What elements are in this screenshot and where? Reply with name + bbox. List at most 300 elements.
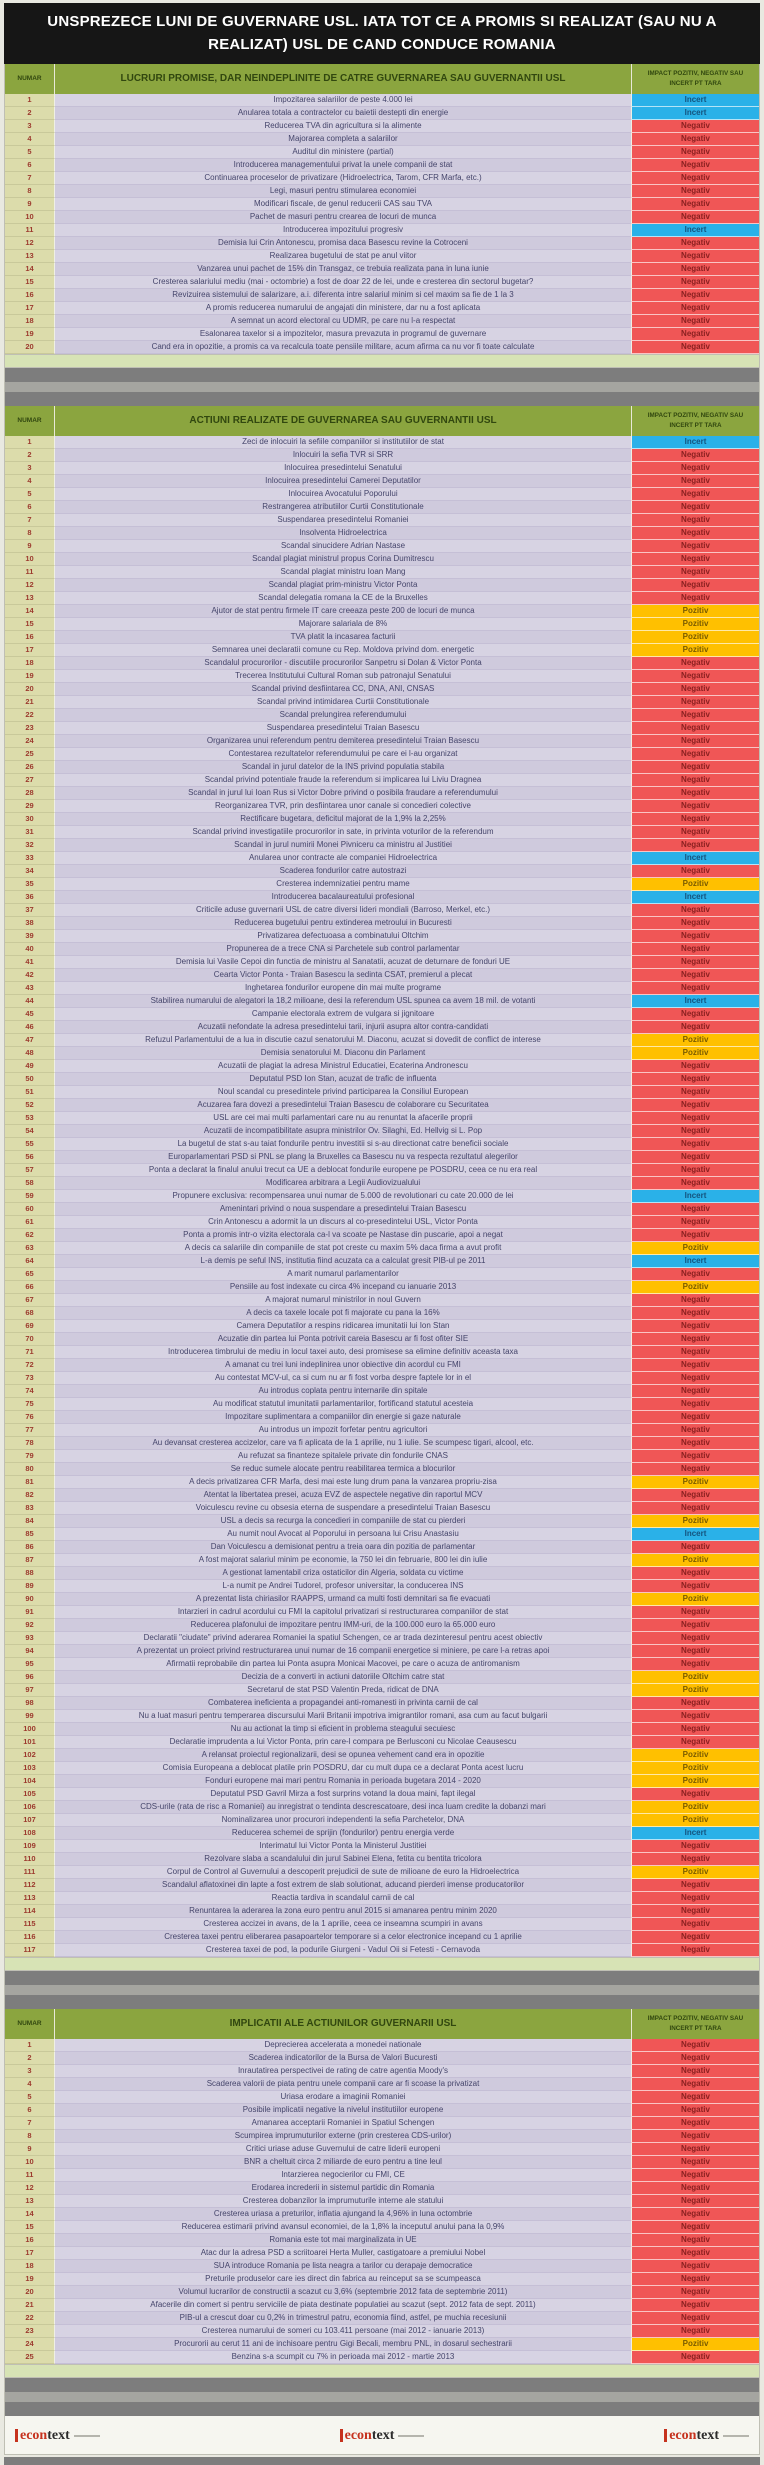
- impact-badge: Negativ: [631, 1138, 759, 1151]
- table-row: [5, 198, 759, 211]
- table-row: [5, 943, 759, 956]
- row-description: Organizarea unui referendum pentru demiterea presedintelui Traian Basescu: [55, 735, 631, 748]
- row-description: Cresterea salariului mediu (mai - octombrie) a fost de doar 22 de lei, unde e cresterea din sectorul bugetar?: [55, 276, 631, 289]
- row-description: Uriasa erodare a imaginii Romaniei: [55, 2091, 631, 2104]
- row-description: Au devansat cresterea accizelor, care va fi aplicata de la 1 aprilie, nu 1 iulie. Se scumpesc tigari, alcool, etc.: [55, 1437, 631, 1450]
- table-row: [5, 1385, 759, 1398]
- row-number: 39: [5, 930, 55, 943]
- row-number: 1: [5, 436, 55, 449]
- row-number: 30: [5, 813, 55, 826]
- impact-badge: Incert: [631, 107, 759, 120]
- row-description: A relansat proiectul regionalizarii, desi se opunea vehement cand era in opozitie: [55, 1749, 631, 1762]
- row-description: Europarlamentari PSD si PNL se plang la Bruxelles ca Basescu nu va respecta rezultatul alegerilor: [55, 1151, 631, 1164]
- impact-badge: Negativ: [631, 787, 759, 800]
- row-number: 112: [5, 1879, 55, 1892]
- row-number: 12: [5, 579, 55, 592]
- impact-badge: Negativ: [631, 449, 759, 462]
- row-description: A prezentat un proiect privind restructurarea unui numar de 16 companii energetice si miniere, pe care l-a retras apoi: [55, 1645, 631, 1658]
- row-description: Inrautatirea perspectivei de rating de catre agentia Moody's: [55, 2065, 631, 2078]
- row-description: Ajutor de stat pentru firmele IT care creeaza peste 200 de locuri de munca: [55, 605, 631, 618]
- row-description: Amanarea acceptarii Romaniei in Spatiul Schengen: [55, 2117, 631, 2130]
- table-row: [5, 670, 759, 683]
- row-number: 105: [5, 1788, 55, 1801]
- row-description: Decizia de a converti in actiuni datoriile Oltchim catre stat: [55, 1671, 631, 1684]
- row-description: Acuzarea fara dovezi a presedintelui Traian Basescu de colaborare cu Securitatea: [55, 1099, 631, 1112]
- table-row: [5, 878, 759, 891]
- row-description: Introducerea timbrului de mediu in locul taxei auto, desi promisese sa elimine definitiv aceasta taxa: [55, 1346, 631, 1359]
- table-row: [5, 1554, 759, 1567]
- impact-column-header: IMPACT POZITIV, NEGATIV SAU INCERT PT TARA: [631, 64, 759, 94]
- row-description: Camera Deputatilor a respins ridicarea imunitatii lui Ion Stan: [55, 1320, 631, 1333]
- row-number: 2: [5, 2052, 55, 2065]
- table-row: [5, 527, 759, 540]
- number-column-header: NUMAR: [5, 2009, 55, 2039]
- row-number: 93: [5, 1632, 55, 1645]
- impact-badge: Negativ: [631, 159, 759, 172]
- row-number: 7: [5, 514, 55, 527]
- impact-badge: Negativ: [631, 2351, 759, 2364]
- row-number: 47: [5, 1034, 55, 1047]
- row-number: 61: [5, 1216, 55, 1229]
- row-number: 1: [5, 94, 55, 107]
- table-row: [5, 618, 759, 631]
- table-row: [5, 1450, 759, 1463]
- row-number: 53: [5, 1112, 55, 1125]
- actions-table: [4, 406, 760, 1958]
- row-description: Reducerea TVA din agricultura si la alimente: [55, 120, 631, 133]
- impact-badge: Negativ: [631, 1294, 759, 1307]
- impact-badge: Negativ: [631, 748, 759, 761]
- section-title: LUCRURI PROMISE, DAR NEINDEPLINITE DE CATRE GUVERNAREA SAU GUVERNANTII USL: [120, 73, 566, 84]
- row-number: 51: [5, 1086, 55, 1099]
- row-number: 84: [5, 1515, 55, 1528]
- row-number: 22: [5, 2312, 55, 2325]
- row-number: 11: [5, 566, 55, 579]
- table-row: [5, 1567, 759, 1580]
- row-description: Revizuirea sistemului de salarizare, a.i. diferenta intre salariul minim si cel maxim sa fie de 1 la 3: [55, 289, 631, 302]
- row-number: 37: [5, 904, 55, 917]
- logo-dash-icon: [723, 2435, 749, 2437]
- table-row: [5, 1619, 759, 1632]
- row-description: Nominalizarea unor procurori independenti la sefia Parchetelor, DNA: [55, 1814, 631, 1827]
- impact-badge: Negativ: [631, 2299, 759, 2312]
- row-description: Legi, masuri pentru stimularea economiei: [55, 185, 631, 198]
- row-description: Scandal privind intimidarea Curtii Constitutionale: [55, 696, 631, 709]
- row-number: 26: [5, 761, 55, 774]
- row-description: Scandal privind potentiale fraude la referendum si implicarea lui Liviu Dragnea: [55, 774, 631, 787]
- row-number: 59: [5, 1190, 55, 1203]
- row-number: 34: [5, 865, 55, 878]
- row-number: 56: [5, 1151, 55, 1164]
- row-number: 19: [5, 328, 55, 341]
- row-number: 25: [5, 2351, 55, 2364]
- impact-badge: Pozitiv: [631, 1034, 759, 1047]
- impact-badge: Pozitiv: [631, 1762, 759, 1775]
- table-row: [5, 146, 759, 159]
- impact-badge: Negativ: [631, 1905, 759, 1918]
- impact-badge: Negativ: [631, 2208, 759, 2221]
- row-number: 100: [5, 1723, 55, 1736]
- row-description: Cresterea uriasa a preturilor, inflatia ajungand la 4,96% in luna octombrie: [55, 2208, 631, 2221]
- table-row: [5, 1580, 759, 1593]
- row-description: Au refuzat sa finanteze spitalele private din fondurile CNAS: [55, 1450, 631, 1463]
- impact-badge: Negativ: [631, 2117, 759, 2130]
- row-description: Comisia Europeana a deblocat platile prin POSDRU, dar cu mult dupa ce a declarat Ponta acest lucru: [55, 1762, 631, 1775]
- row-number: 102: [5, 1749, 55, 1762]
- row-description: Scandal sinucidere Adrian Nastase: [55, 540, 631, 553]
- impact-badge: Negativ: [631, 1463, 759, 1476]
- table-row: [5, 1632, 759, 1645]
- impact-badge: Negativ: [631, 1164, 759, 1177]
- row-description: A fost majorat salariul minim pe economie, la 750 lei din februarie, 800 lei din iulie: [55, 1554, 631, 1567]
- row-description: Cresterea dobanzilor la imprumuturile interne ale statului: [55, 2195, 631, 2208]
- impact-badge: Negativ: [631, 172, 759, 185]
- row-number: 11: [5, 2169, 55, 2182]
- row-description: A prezentat lista chiriasilor RAAPPS, urmand ca multi fosti demnitari sa fie evacuati: [55, 1593, 631, 1606]
- row-number: 7: [5, 172, 55, 185]
- row-number: 106: [5, 1801, 55, 1814]
- row-number: 35: [5, 878, 55, 891]
- impact-badge: Negativ: [631, 2273, 759, 2286]
- row-number: 6: [5, 501, 55, 514]
- row-number: 27: [5, 774, 55, 787]
- impact-badge: Negativ: [631, 761, 759, 774]
- impact-badge: Pozitiv: [631, 605, 759, 618]
- row-description: Au modificat statutul imunitatii parlamentarilor, fortificand statutul acesteia: [55, 1398, 631, 1411]
- row-description: Demisia senatorului M. Diaconu din Parlament: [55, 1047, 631, 1060]
- row-description: Introducerea impozitului progresiv: [55, 224, 631, 237]
- table-row: [5, 211, 759, 224]
- table-row: [5, 2338, 759, 2351]
- table-row: [5, 1411, 759, 1424]
- row-number: 14: [5, 2208, 55, 2221]
- row-number: 31: [5, 826, 55, 839]
- row-number: 32: [5, 839, 55, 852]
- row-number: 55: [5, 1138, 55, 1151]
- row-number: 33: [5, 852, 55, 865]
- table-row: [5, 1905, 759, 1918]
- row-number: 85: [5, 1528, 55, 1541]
- table-row: [5, 2208, 759, 2221]
- row-number: 73: [5, 1372, 55, 1385]
- row-description: Anularea totala a contractelor cu baietii destepti din energie: [55, 107, 631, 120]
- impact-badge: Pozitiv: [631, 2338, 759, 2351]
- impact-badge: Negativ: [631, 328, 759, 341]
- row-number: 108: [5, 1827, 55, 1840]
- row-description: Criticile aduse guvernarii USL de catre diversi lideri mondiali (Barroso, Merkel, etc.): [55, 904, 631, 917]
- table-row: [5, 263, 759, 276]
- row-number: 57: [5, 1164, 55, 1177]
- table-row: [5, 2234, 759, 2247]
- row-description: Modificarea arbitrara a Legii Audiovizualului: [55, 1177, 631, 1190]
- table-row: [5, 488, 759, 501]
- table-row: [5, 1190, 759, 1203]
- row-number: 95: [5, 1658, 55, 1671]
- row-description: Au introdus un impozit forfetar pentru agricultori: [55, 1424, 631, 1437]
- impact-badge: Negativ: [631, 1099, 759, 1112]
- row-description: Scandal privind desfiintarea CC, DNA, ANI, CNSAS: [55, 683, 631, 696]
- impact-badge: Negativ: [631, 211, 759, 224]
- impact-badge: Negativ: [631, 315, 759, 328]
- impact-badge: Negativ: [631, 1697, 759, 1710]
- row-description: Scaderea fondurilor catre autostrazi: [55, 865, 631, 878]
- impact-badge: Negativ: [631, 1346, 759, 1359]
- row-number: 19: [5, 2273, 55, 2286]
- impact-badge: Negativ: [631, 2156, 759, 2169]
- row-number: 38: [5, 917, 55, 930]
- row-number: 16: [5, 289, 55, 302]
- impact-badge: Pozitiv: [631, 1684, 759, 1697]
- footer: [4, 2416, 760, 2455]
- row-description: Pachet de masuri pentru crearea de locuri de munca: [55, 211, 631, 224]
- row-description: Semnarea unei declaratii comune cu Rep. Moldova privind dom. energetic: [55, 644, 631, 657]
- impact-badge: Negativ: [631, 1840, 759, 1853]
- row-number: 23: [5, 2325, 55, 2338]
- impact-badge: Negativ: [631, 250, 759, 263]
- row-number: 12: [5, 237, 55, 250]
- impact-badge: Negativ: [631, 1307, 759, 1320]
- impact-badge: Negativ: [631, 302, 759, 315]
- table-row: [5, 1333, 759, 1346]
- row-description: Ponta a declarat la finalul anului trecut ca UE a deblocat fondurile europene pe POSDRU, ceea ce nu era real: [55, 1164, 631, 1177]
- table-row: [5, 995, 759, 1008]
- table-row: [5, 1658, 759, 1671]
- row-number: 17: [5, 302, 55, 315]
- row-number: 66: [5, 1281, 55, 1294]
- row-description: Propunere exclusiva: recompensarea unui numar de 5.000 de revolutionari cu cate 20.000 de lei: [55, 1190, 631, 1203]
- row-description: Secretarul de stat PSD Valentin Preda, ridicat de DNA: [55, 1684, 631, 1697]
- impact-badge: Negativ: [631, 1320, 759, 1333]
- table-row: [5, 1814, 759, 1827]
- table-row: [5, 1749, 759, 1762]
- row-description: La bugetul de stat s-au taiat fondurile pentru investitii si s-au directionat catre beneficii sociale: [55, 1138, 631, 1151]
- impact-badge: Pozitiv: [631, 1554, 759, 1567]
- table-row: [5, 1281, 759, 1294]
- row-description: A amanat cu trei luni indeplinirea unor obiective din acordul cu FMI: [55, 1359, 631, 1372]
- row-description: Campanie electorala extrem de vulgara si jignitoare: [55, 1008, 631, 1021]
- row-description: Acuzatie din partea lui Ponta potrivit careia Basescu ar fi fost ofiter SIE: [55, 1333, 631, 1346]
- impact-badge: Negativ: [631, 1645, 759, 1658]
- row-number: 71: [5, 1346, 55, 1359]
- table-row: [5, 94, 759, 107]
- table-row: [5, 852, 759, 865]
- row-number: 50: [5, 1073, 55, 1086]
- table-row: [5, 2260, 759, 2273]
- row-number: 115: [5, 1918, 55, 1931]
- table-row: [5, 315, 759, 328]
- table-row: [5, 1437, 759, 1450]
- impact-badge: Incert: [631, 1255, 759, 1268]
- row-number: 10: [5, 553, 55, 566]
- row-number: 1: [5, 2039, 55, 2052]
- table-row: [5, 1853, 759, 1866]
- impact-badge: Pozitiv: [631, 1671, 759, 1684]
- table-row: [5, 449, 759, 462]
- table-row: [5, 2091, 759, 2104]
- number-column-header: NUMAR: [5, 406, 55, 436]
- table-row: [5, 1710, 759, 1723]
- row-description: Reducerea plafonului de impozitare pentru IMM-uri, de la 100.000 euro la 65.000 euro: [55, 1619, 631, 1632]
- row-description: Au numit noul Avocat al Poporului in persoana lui Crisu Anastasiu: [55, 1528, 631, 1541]
- row-description: Restrangerea atributiilor Curtii Constitutionale: [55, 501, 631, 514]
- row-description: BNR a cheltuit circa 2 miliarde de euro pentru a tine leul: [55, 2156, 631, 2169]
- table-row: [5, 1164, 759, 1177]
- impact-badge: Incert: [631, 852, 759, 865]
- row-number: 45: [5, 1008, 55, 1021]
- row-number: 113: [5, 1892, 55, 1905]
- table-row: [5, 748, 759, 761]
- row-description: Trecerea Institutului Cultural Roman sub patronajul Senatului: [55, 670, 631, 683]
- table-row: [5, 1762, 759, 1775]
- impact-badge: Negativ: [631, 1944, 759, 1957]
- row-number: 52: [5, 1099, 55, 1112]
- row-description: Declaratii "ciudate" privind aderarea Romaniei la spatiul Schengen, ce ar trada dezinteresul pentru acest obiectiv: [55, 1632, 631, 1645]
- table-row: [5, 1203, 759, 1216]
- table-row: [5, 839, 759, 852]
- impact-badge: Negativ: [631, 735, 759, 748]
- row-description: A decis privatizarea CFR Marfa, desi mai este lung drum pana la vanzarea propriu-zisa: [55, 1476, 631, 1489]
- row-description: A majorat numarul ministrilor in noul Guvern: [55, 1294, 631, 1307]
- row-number: 7: [5, 2117, 55, 2130]
- table-row: [5, 1463, 759, 1476]
- impact-badge: Negativ: [631, 904, 759, 917]
- table-row: [5, 462, 759, 475]
- row-description: Inlocuirea presedintelui Senatului: [55, 462, 631, 475]
- row-description: Intarzierea negocierilor cu FMI, CE: [55, 2169, 631, 2182]
- row-number: 22: [5, 709, 55, 722]
- row-description: Preturile produselor care ies direct din fabrica au reinceput sa se scumpeasca: [55, 2273, 631, 2286]
- table-row: [5, 1216, 759, 1229]
- impact-badge: Pozitiv: [631, 878, 759, 891]
- impact-badge: Negativ: [631, 1398, 759, 1411]
- impact-badge: Incert: [631, 995, 759, 1008]
- row-description: Cresterea numarului de someri cu 103.411 persoane (mai 2012 - ianuarie 2013): [55, 2325, 631, 2338]
- row-number: 6: [5, 159, 55, 172]
- row-number: 16: [5, 631, 55, 644]
- row-description: Fonduri europene mai mari pentru Romania in perioada bugetara 2014 - 2020: [55, 1775, 631, 1788]
- impact-badge: Negativ: [631, 1489, 759, 1502]
- row-description: Modificari fiscale, de genul reducerii CAS sau TVA: [55, 198, 631, 211]
- table-row: [5, 1112, 759, 1125]
- row-description: A semnat un acord electoral cu UDMR, pe care nu l-a respectat: [55, 315, 631, 328]
- impact-badge: Negativ: [631, 2091, 759, 2104]
- row-number: 68: [5, 1307, 55, 1320]
- row-number: 58: [5, 1177, 55, 1190]
- impact-badge: Negativ: [631, 1216, 759, 1229]
- page-title: UNSPREZECE LUNI DE GUVERNARE USL. IATA TOT CE A PROMIS SI REALIZAT (SAU NU A REALIZAT) USL DE CAND CONDUCE ROMANIA: [4, 3, 760, 64]
- row-description: Anularea unor contracte ale companiei Hidroelectrica: [55, 852, 631, 865]
- row-number: 101: [5, 1736, 55, 1749]
- table-row: [5, 1268, 759, 1281]
- logo-text-text: text: [47, 2427, 70, 2443]
- table-row: [5, 631, 759, 644]
- row-number: 15: [5, 2221, 55, 2234]
- row-number: 117: [5, 1944, 55, 1957]
- row-description: Suspendarea presedintelui Romaniei: [55, 514, 631, 527]
- section-separator-green: [4, 1958, 760, 1971]
- row-number: 8: [5, 527, 55, 540]
- row-description: Cresterea taxei de pod, la podurile Giurgeni - Vadul Oii si Fetesti - Cernavoda: [55, 1944, 631, 1957]
- row-description: Romania este tot mai marginalizata in UE: [55, 2234, 631, 2247]
- row-description: Esalonarea taxelor si a impozitelor, masura prevazuta in programul de guvernare: [55, 328, 631, 341]
- row-description: Vanzarea unui pachet de 15% din Transgaz, ce trebuia realizata pana in luna iunie: [55, 263, 631, 276]
- row-number: 79: [5, 1450, 55, 1463]
- table-row: [5, 1242, 759, 1255]
- row-description: Scandal in jurul numirii Monei Pivniceru ca ministru al Justitiei: [55, 839, 631, 852]
- impact-badge: Negativ: [631, 1203, 759, 1216]
- impact-badge: Negativ: [631, 2286, 759, 2299]
- impact-badge: Pozitiv: [631, 1749, 759, 1762]
- row-description: Scandal in jurul lui Ioan Rus si Victor Dobre privind o posibila fraudare a referendumului: [55, 787, 631, 800]
- row-description: Scandal plagiat ministrul propus Corina Dumitrescu: [55, 553, 631, 566]
- row-description: Intarzieri in cadrul acordului cu FMI la capitolul privatizari si restructurarea companiilor de stat: [55, 1606, 631, 1619]
- row-number: 77: [5, 1424, 55, 1437]
- row-number: 49: [5, 1060, 55, 1073]
- row-description: Corpul de Control al Guvernului a descoperit prejudicii de sute de milioane de euro la Hidroelectrica: [55, 1866, 631, 1879]
- row-number: 91: [5, 1606, 55, 1619]
- row-description: Interimatul lui Victor Ponta la Ministerul Justitiei: [55, 1840, 631, 1853]
- row-number: 103: [5, 1762, 55, 1775]
- impact-badge: Negativ: [631, 341, 759, 354]
- table-row: [5, 735, 759, 748]
- impact-badge: Negativ: [631, 475, 759, 488]
- row-number: 65: [5, 1268, 55, 1281]
- table-row: [5, 1398, 759, 1411]
- row-description: SUA introduce Romania pe lista neagra a tarilor cu derapaje democratice: [55, 2260, 631, 2273]
- row-number: 19: [5, 670, 55, 683]
- row-number: 48: [5, 1047, 55, 1060]
- impact-badge: Negativ: [631, 1879, 759, 1892]
- table-row: [5, 1827, 759, 1840]
- table-row: [5, 1060, 759, 1073]
- impact-badge: Negativ: [631, 2169, 759, 2182]
- row-number: 60: [5, 1203, 55, 1216]
- impact-badge: Negativ: [631, 2065, 759, 2078]
- row-description: Nu au actionat la timp si eficient in problema steagului secuiesc: [55, 1723, 631, 1736]
- impact-column-header: IMPACT POZITIV, NEGATIV SAU INCERT PT TARA: [631, 406, 759, 436]
- row-number: 76: [5, 1411, 55, 1424]
- row-description: Noul scandal cu presedintele privind participarea la Consiliul European: [55, 1086, 631, 1099]
- table-row: [5, 1372, 759, 1385]
- table-row: [5, 917, 759, 930]
- impact-badge: Negativ: [631, 1177, 759, 1190]
- impact-badge: Pozitiv: [631, 1515, 759, 1528]
- table-row: [5, 302, 759, 315]
- table-row: [5, 133, 759, 146]
- row-number: 20: [5, 683, 55, 696]
- row-number: 17: [5, 2247, 55, 2260]
- table-row: [5, 1008, 759, 1021]
- impact-badge: Negativ: [631, 1580, 759, 1593]
- row-number: 8: [5, 2130, 55, 2143]
- row-description: Scumpirea imprumuturilor externe (prin cresterea CDS-urilor): [55, 2130, 631, 2143]
- impact-badge: Negativ: [631, 514, 759, 527]
- row-description: Afacerile din comert si pentru serviciile de piata destinate populatiei au scazut (sept. 2012 fata de sept. 2011): [55, 2299, 631, 2312]
- table-row: [5, 696, 759, 709]
- row-number: 5: [5, 2091, 55, 2104]
- row-number: 62: [5, 1229, 55, 1242]
- row-description: Scandal plagiat ministru Ioan Mang: [55, 566, 631, 579]
- row-description: Cresterea taxei pentru eliberarea pasapoartelor temporare si a celor electronice incepand cu 1 aprilie: [55, 1931, 631, 1944]
- impact-badge: Negativ: [631, 1736, 759, 1749]
- impact-badge: Negativ: [631, 1021, 759, 1034]
- row-number: 4: [5, 475, 55, 488]
- row-number: 3: [5, 120, 55, 133]
- impact-badge: Negativ: [631, 263, 759, 276]
- row-description: L-a demis pe seful INS, institutia fiind acuzata ca a calculat gresit PIB-ul pe 2011: [55, 1255, 631, 1268]
- row-number: 5: [5, 146, 55, 159]
- row-description: Privatizarea defectuoasa a combinatului Oltchim: [55, 930, 631, 943]
